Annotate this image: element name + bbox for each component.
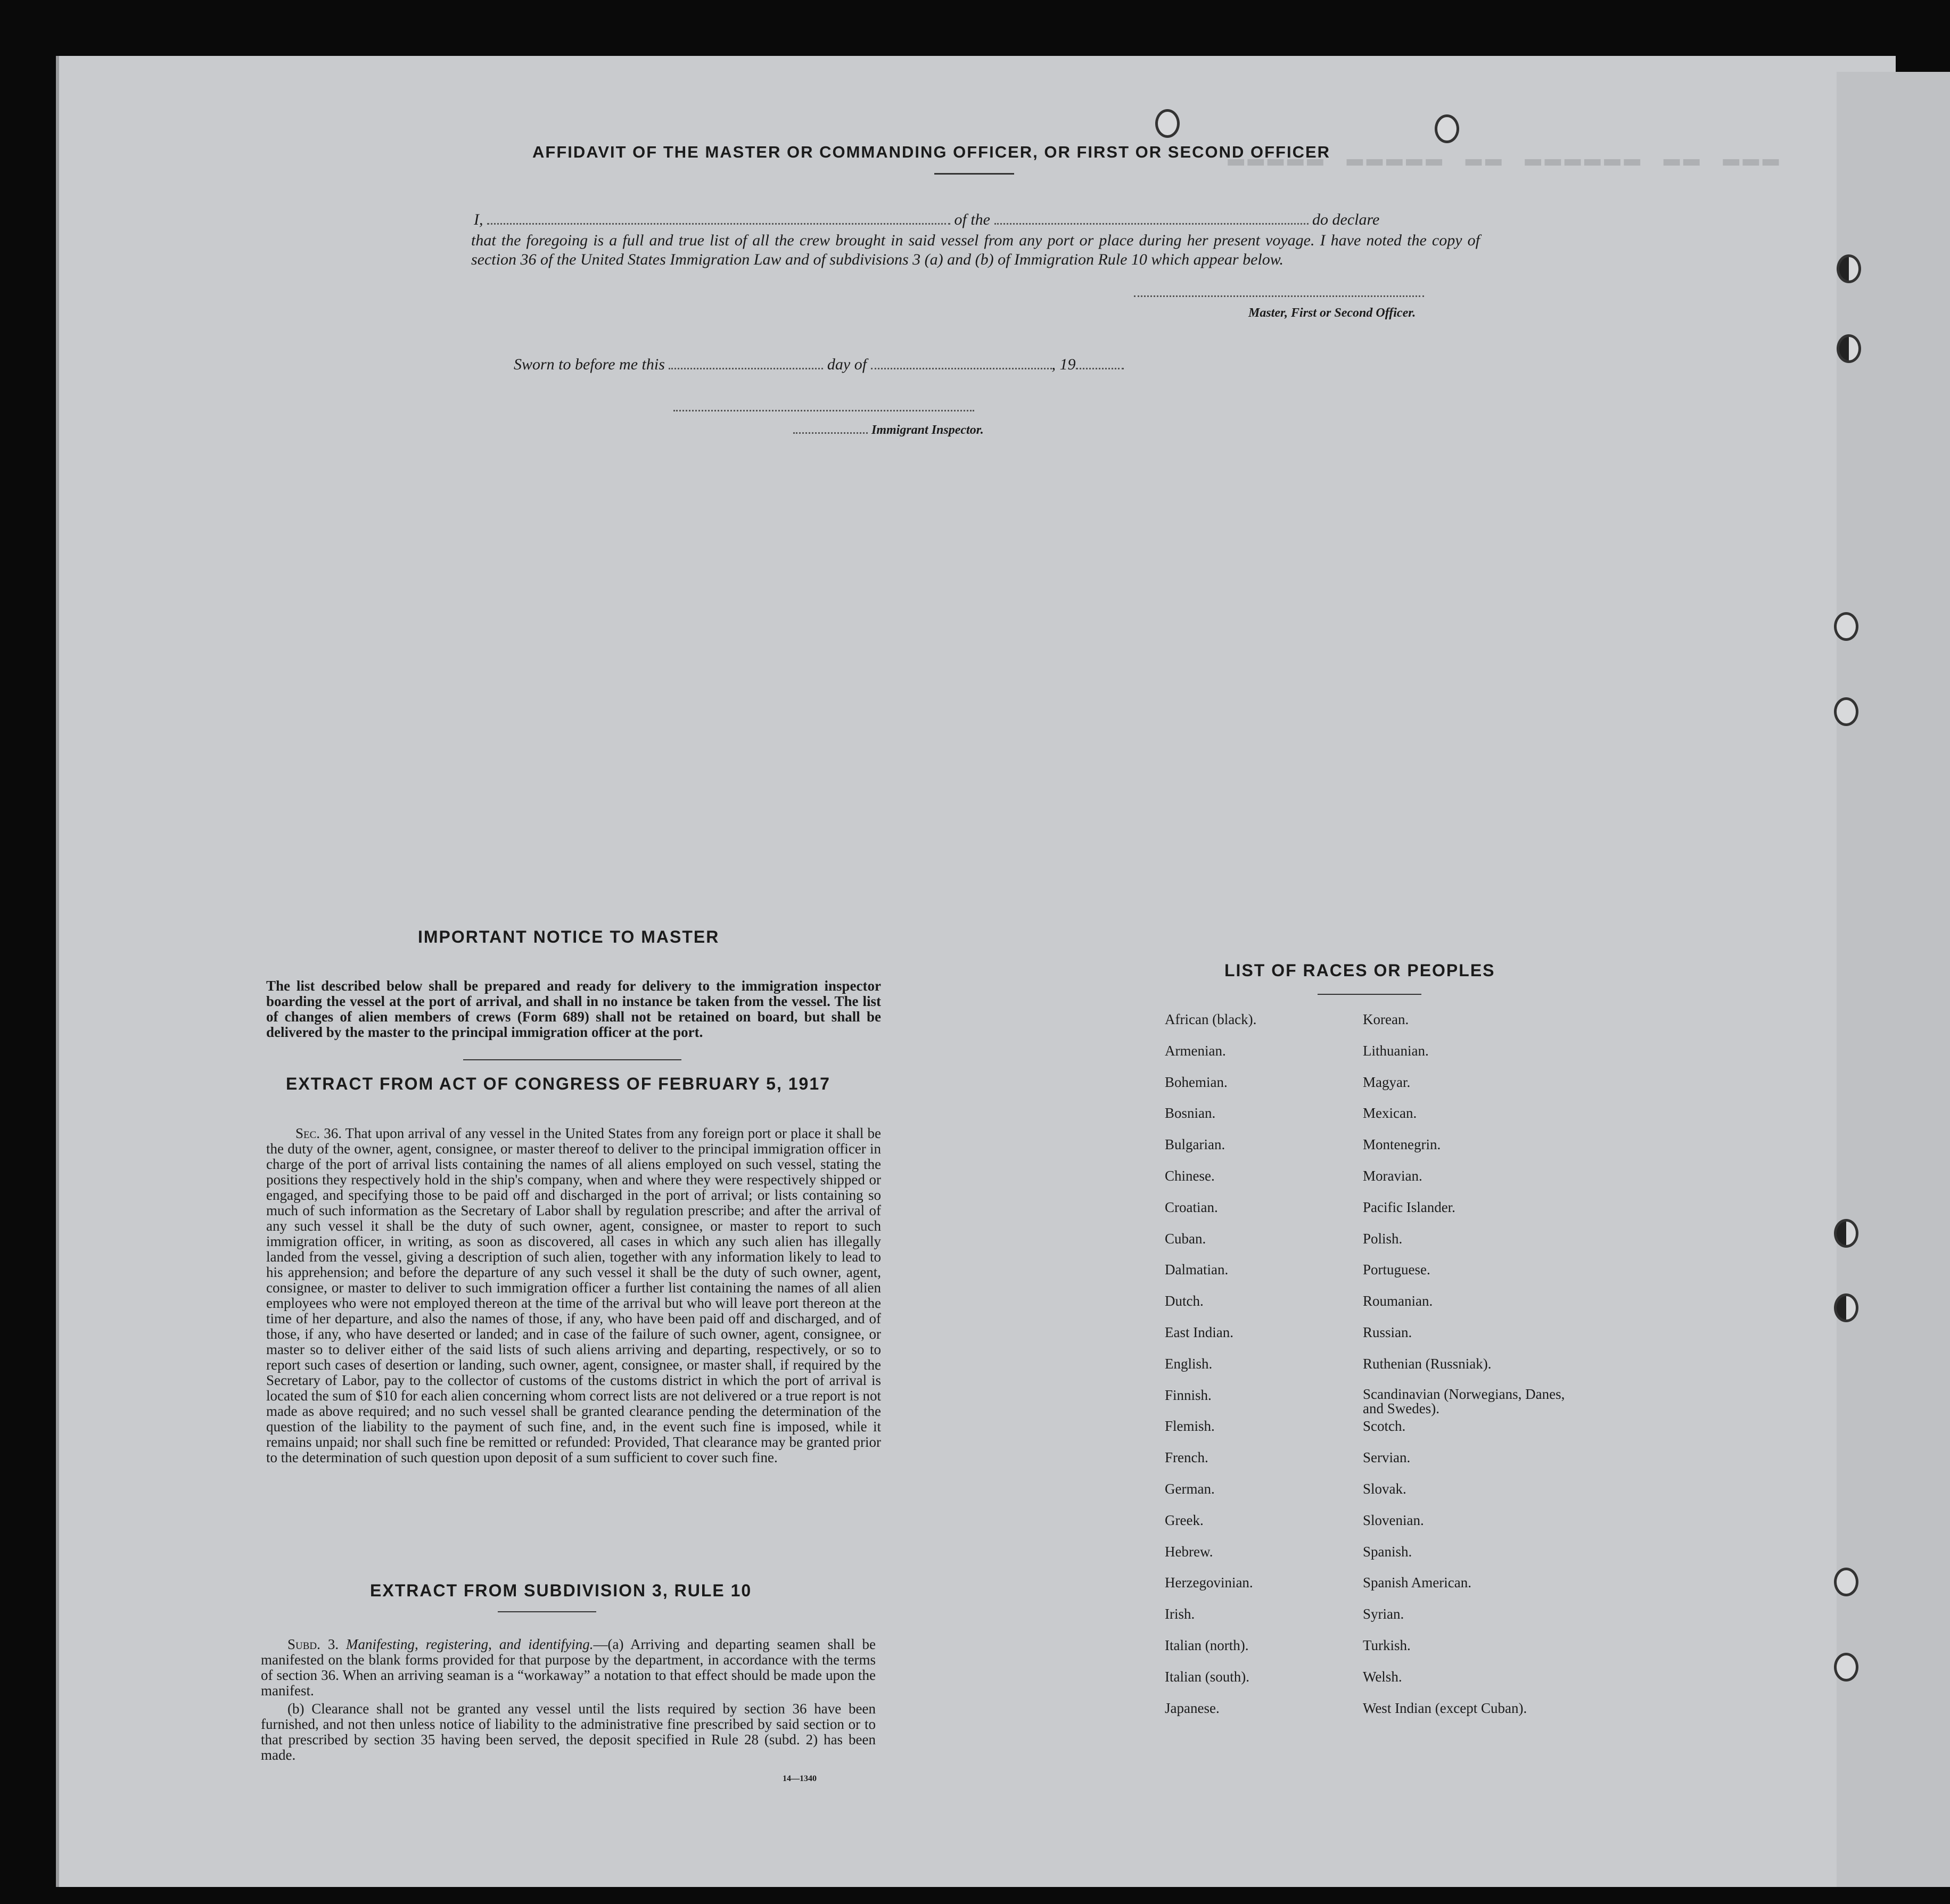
race-item: Spanish American. [1363,1575,1471,1591]
race-item: Scotch. [1363,1418,1406,1435]
race-item: French. [1165,1449,1208,1466]
affidavit-first-line [474,211,1483,229]
race-item: Cuban. [1165,1230,1206,1247]
race-item: Herzegovinian. [1165,1575,1253,1591]
sworn-year-field[interactable] [1076,368,1124,369]
race-item: Magyar. [1363,1074,1411,1090]
race-item: West Indian (except Cuban). [1363,1700,1527,1716]
document-page [56,56,1896,1887]
punch-hole [1834,1219,1858,1248]
act-body [266,1126,881,1465]
race-item: Bosnian. [1165,1105,1216,1122]
rule-para-b: (b) Clearance shall not be granted any vessel until the lists required by section 36 have been furnished, and not then unless notice of liability to the administrative fine prescribed by said section or to that prescribed by section 35 having been served, the deposit specified in Rule 28 (subd. 2) has been made. [261,1701,876,1763]
divider [498,1611,596,1612]
form-number: 14—1340 [783,1774,817,1783]
race-item: Lithuanian. [1363,1042,1429,1059]
rule-para-a [261,1637,876,1699]
race-item: Portuguese. [1363,1262,1430,1278]
i-label: I, [474,211,483,228]
race-item: German. [1165,1481,1215,1497]
divider [463,1059,681,1060]
affidavit-declaration: that the foregoing is a full and true list of all the crew brought in said vessel from any port or place during her present voyage. I have noted the copy of section 36 of the United States Immigration Law and of subdivisions 3 (a) and (b) of Immigration Rule 10 which appear below. [471,232,1480,268]
punch-hole [1435,114,1459,143]
race-item: Slovak. [1363,1481,1406,1497]
rule-title: EXTRACT FROM SUBDIVISION 3, RULE 10 [370,1581,752,1600]
punch-hole [1837,334,1861,363]
year-label: , 19 [1051,356,1076,373]
race-item: Russian. [1363,1324,1412,1340]
sworn-label: Sworn to before me this [514,356,665,373]
race-item: Dutch. [1165,1293,1204,1309]
race-item: Spanish. [1363,1543,1412,1560]
vessel-name-field[interactable] [994,223,1309,225]
sworn-month-field[interactable] [871,368,1052,369]
race-item: Scandinavian (Norwegians, Danes, and Swedes). [1363,1386,1565,1416]
act-title: EXTRACT FROM ACT OF CONGRESS OF FEBRUARY 5, 1917 [286,1074,830,1093]
race-item: Syrian. [1363,1606,1404,1622]
race-item: Slovenian. [1363,1512,1424,1528]
notice-text: The list described below shall be prepared and ready for delivery to the immigration inspector boarding the vessel at the port of arrival, and shall in no instance be taken from the vessel. The list of changes of alien members of crews (Form 689) shall not be retained on board, but shall be delivered by the master to the principal immigration officer at the port. [266,978,881,1040]
punch-hole [1834,612,1858,641]
punch-hole [1834,697,1858,726]
race-item: Bulgarian. [1165,1136,1225,1153]
officer-name-field[interactable] [487,223,950,225]
race-item: Ruthenian (Russniak). [1363,1355,1492,1372]
race-item: Welsh. [1363,1668,1402,1685]
sworn-line [514,356,1124,374]
section-label: Sec. 36. [295,1125,342,1141]
race-item: Japanese. [1165,1700,1220,1716]
punch-hole [1155,109,1180,138]
inspector-label: Immigrant Inspector. [871,423,984,437]
race-item: Italian (south). [1165,1668,1249,1685]
race-item: English. [1165,1355,1213,1372]
race-item: Armenian. [1165,1042,1226,1059]
race-item: Moravian. [1363,1168,1422,1184]
signature-line[interactable] [1134,295,1424,297]
affidavit-title: AFFIDAVIT OF THE MASTER OR COMMANDING OFFICER, OR FIRST OR SECOND OFFICER [532,143,1331,161]
race-item: Italian (north). [1165,1637,1249,1653]
race-item: Croatian. [1165,1199,1218,1215]
race-item: Servian. [1363,1449,1411,1466]
race-item: Hebrew. [1165,1543,1213,1560]
para-a-text: —(a) Arriving and departing seamen shall be manifested on the blank forms provided for that purpose by the department, in accordance with the terms of section 36. When an arriving seaman is a “workaway” a notation to that effect should be made upon the manifest. [261,1636,876,1699]
race-item: Irish. [1165,1606,1195,1622]
punch-hole [1834,1293,1858,1322]
signature-label: Master, First or Second Officer. [1248,306,1416,320]
race-item: Montenegrin. [1363,1136,1441,1153]
race-item: Polish. [1363,1230,1403,1247]
race-item: Mexican. [1363,1105,1417,1122]
race-item: Greek. [1165,1512,1204,1528]
sworn-day-field[interactable] [669,368,823,369]
punch-hole [1834,1568,1858,1596]
race-item: Flemish. [1165,1418,1215,1435]
race-item: Korean. [1363,1011,1409,1027]
race-item: African (black). [1165,1011,1257,1027]
divider [1318,994,1421,995]
inspector-signature-line[interactable] [673,410,974,411]
of-the-label: of the [954,211,990,228]
subd-label: Subd. 3. [287,1636,339,1652]
race-item: Chinese. [1165,1168,1215,1184]
subd-heading: Manifesting, registering, and identifying. [346,1636,594,1652]
race-item: Turkish. [1363,1637,1411,1653]
race-item: Pacific Islander. [1363,1199,1455,1215]
race-item: Roumanian. [1363,1293,1433,1309]
race-item: East Indian. [1165,1324,1233,1340]
race-item: Bohemian. [1165,1074,1228,1090]
punch-hole [1834,1653,1858,1682]
bleed-through-heading: ▬▬▬ ▬▬ ▬▬▬▬▬▬ ▬▬ ▬▬▬▬▬ ▬▬▬▬▬ [1224,144,1779,175]
race-item: Dalmatian. [1165,1262,1229,1278]
declare-label: do declare [1312,211,1380,228]
day-of-label: day of [827,356,867,373]
inspector-name-line[interactable] [793,432,868,434]
notice-title: IMPORTANT NOTICE TO MASTER [418,927,720,946]
divider [934,173,1014,175]
races-title: LIST OF RACES OR PEOPLES [1224,961,1495,980]
race-item: Finnish. [1165,1387,1212,1403]
punch-hole [1837,254,1861,283]
act-text: That upon arrival of any vessel in the United States from any foreign port or place it shall be the duty of the owner, agent, consignee, or master thereof to deliver to the principal immigration officer in charge of the port of arrival lists containing the names of all aliens employed on such vessel, stating the positions they respectively hold in the ship's company, when and where they were respectively shipped or engaged, and specifying those to be paid off and discharged in the port of arrival; or lists containing so much of such information as the Secretary of Labor shall by regulation prescribe; and after the arrival of any such vessel it shall be the duty of such owner, agent, consignee, or master to report to such immigration officer, in writing, as soon as discovered, all cases in which any such alien has illegally landed from the vessel, giving a description of such alien, together with any information likely to lead to his apprehension; and before the departure of any such vessel it shall be the duty of such owner, agent, consignee, or master to deliver to such immigration officer a further list containing the names of all alien employees who were not employed thereon at the time of the arrival but who will leave port thereon at the time of her departure, and also the names of those, if any, who have been paid off and discharged, and of those, if any, who have deserted or landed; and in case of the failure of such owner, agent, consignee, or master so to deliver either of the said lists of such aliens arriving and departing, respectively, or so to report such cases of desertion or landing, such owner, agent, consignee, or master shall, if required by the Secretary of Labor, pay to the collector of customs of the customs district in which the port of arrival is located the sum of $10 for each alien concerning whom correct lists are not delivered or a true report is not made as above required; and no such vessel shall be granted clearance pending the determination of the question of the liability to the payment of such fine, and, in the event such fine is imposed, while it remains unpaid; nor shall such fine be remitted or refunded: Provided, That clearance may be granted prior to the determination of such question upon deposit of a sum sufficient to cover such fine. [266,1125,881,1465]
